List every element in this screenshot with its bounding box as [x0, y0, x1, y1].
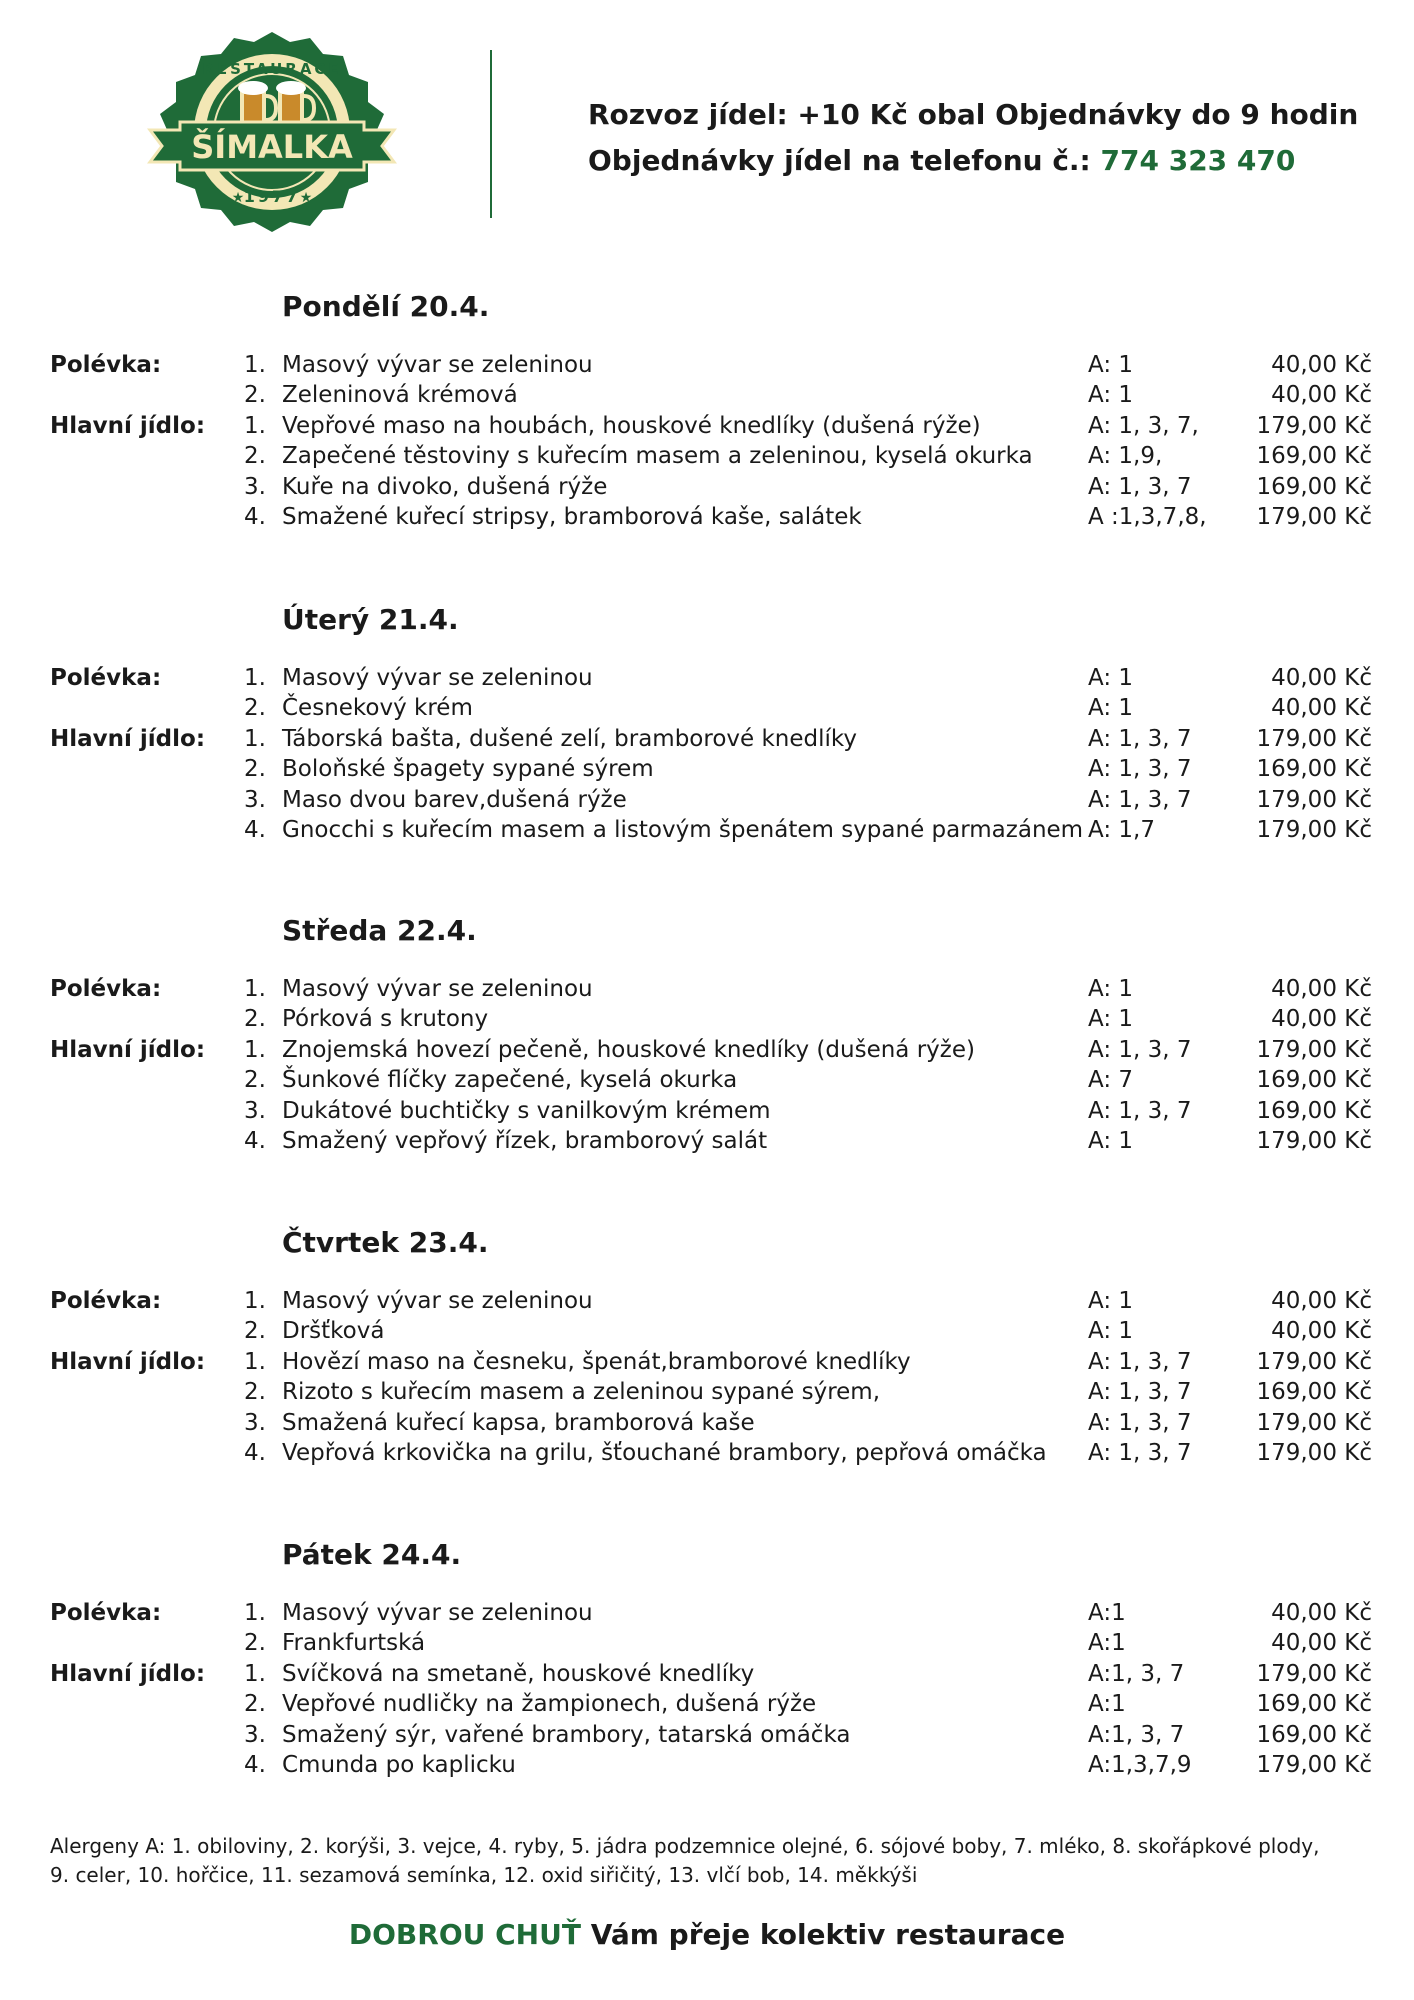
dish-name: Svíčková na smetaně, houskové knedlíky: [282, 1661, 755, 1687]
allergen-codes: A:1,3,7,9: [1088, 1752, 1192, 1778]
menu-row: [0, 1065, 1414, 1095]
item-number: 1.: [244, 726, 266, 752]
item-price: 179,00 Kč: [1256, 1128, 1372, 1154]
item-number: 4.: [244, 504, 266, 530]
menu-row: [0, 815, 1414, 845]
order-phone-number[interactable]: 774 323 470: [1100, 144, 1296, 177]
dish-name: Vepřová krkovička na grilu, šťouchané brambory, pepřová omáčka: [282, 1440, 1047, 1466]
item-price: 179,00 Kč: [1256, 1410, 1372, 1436]
item-price: 179,00 Kč: [1256, 787, 1372, 813]
item-number: 3.: [244, 1098, 266, 1124]
item-price: 40,00 Kč: [1271, 665, 1372, 691]
restaurant-logo: [140, 30, 405, 235]
item-price: 40,00 Kč: [1271, 1288, 1372, 1314]
menu-row: [0, 1347, 1414, 1377]
allergen-line: 9. celer, 10. hořčice, 11. sezamová semínka, 12. oxid siřičitý, 13. vlčí bob, 14. měkkýši: [50, 1863, 918, 1887]
item-price: 169,00 Kč: [1256, 1691, 1372, 1717]
item-price: 169,00 Kč: [1256, 1067, 1372, 1093]
menu-row: [0, 1750, 1414, 1780]
menu-category: Hlavní jídlo:: [50, 1661, 206, 1687]
allergen-codes: A: 1,7: [1088, 817, 1155, 843]
item-number: 4.: [244, 1440, 266, 1466]
dish-name: Kuře na divoko, dušená rýže: [282, 474, 608, 500]
allergen-line: Alergeny A: 1. obiloviny, 2. korýši, 3. vejce, 4. ryby, 5. jádra podzemnice olejné, 6. sójové boby, 7. mléko, 8. skořápkové plody,: [50, 1834, 1320, 1858]
allergen-codes: A:1, 3, 7: [1088, 1722, 1185, 1748]
allergen-codes: A: 1, 3, 7: [1088, 787, 1192, 813]
item-number: 1.: [244, 1288, 266, 1314]
allergen-codes: A: 1, 3, 7: [1088, 474, 1192, 500]
menu-category: Hlavní jídlo:: [50, 1349, 206, 1375]
item-price: 179,00 Kč: [1256, 504, 1372, 530]
allergen-codes: A: 1: [1088, 976, 1134, 1002]
item-number: 4.: [244, 1128, 266, 1154]
menu-row: [0, 1377, 1414, 1407]
dish-name: Boloňské špagety sypané sýrem: [282, 756, 654, 782]
allergen-codes: A: 1, 3, 7: [1088, 1379, 1192, 1405]
item-number: 1.: [244, 413, 266, 439]
logo-year: 1977: [243, 187, 301, 206]
allergen-codes: A: 1, 3, 7: [1088, 1349, 1192, 1375]
menu-row: [0, 1689, 1414, 1719]
item-number: 1.: [244, 976, 266, 1002]
allergen-codes: A:1: [1088, 1691, 1126, 1717]
menu-row: [0, 472, 1414, 502]
dish-name: Masový vývar se zeleninou: [282, 1288, 593, 1314]
menu-row: [0, 1004, 1414, 1034]
item-number: 2.: [244, 1630, 266, 1656]
dish-name: Šunkové flíčky zapečené, kyselá okurka: [282, 1067, 738, 1093]
menu-row: [0, 441, 1414, 471]
day-title: Pátek 24.4.: [282, 1538, 462, 1571]
logo-top-text: RESTAURACE: [202, 60, 342, 78]
allergen-codes: A: 1, 3, 7: [1088, 1440, 1192, 1466]
menu-row: [0, 663, 1414, 693]
dish-name: Zapečené těstoviny s kuřecím masem a zeleninou, kyselá okurka: [282, 443, 1033, 469]
header-info: [588, 92, 1358, 184]
menu-row: [0, 693, 1414, 723]
item-number: 1.: [244, 1037, 266, 1063]
allergen-codes: A: 1: [1088, 352, 1134, 378]
allergen-codes: A:1, 3, 7: [1088, 1661, 1185, 1687]
dish-name: Smažené kuřecí stripsy, bramborová kaše, salátek: [282, 504, 862, 530]
menu-row: [0, 724, 1414, 754]
item-price: 179,00 Kč: [1256, 1349, 1372, 1375]
day-title: Čtvrtek 23.4.: [282, 1226, 489, 1259]
dish-name: Masový vývar se zeleninou: [282, 665, 593, 691]
header-divider: [490, 50, 492, 218]
day-title: Středa 22.4.: [282, 914, 477, 947]
item-number: 3.: [244, 474, 266, 500]
menu-row: [0, 1035, 1414, 1065]
menu-row: [0, 1598, 1414, 1628]
item-price: 179,00 Kč: [1256, 726, 1372, 752]
item-price: 40,00 Kč: [1271, 1630, 1372, 1656]
menu-category: Hlavní jídlo:: [50, 726, 206, 752]
item-number: 1.: [244, 352, 266, 378]
item-number: 2.: [244, 1691, 266, 1717]
allergen-codes: A: 1, 3, 7: [1088, 1037, 1192, 1063]
allergen-codes: A: 1: [1088, 1318, 1134, 1344]
dish-name: Dukátové buchtičky s vanilkovým krémem: [282, 1098, 771, 1124]
allergen-codes: A: 1: [1088, 1128, 1134, 1154]
dish-name: Masový vývar se zeleninou: [282, 352, 593, 378]
allergen-codes: A:1: [1088, 1600, 1126, 1626]
item-number: 2.: [244, 1067, 266, 1093]
item-number: 2.: [244, 443, 266, 469]
item-number: 2.: [244, 756, 266, 782]
allergen-codes: A: 1: [1088, 695, 1134, 721]
day-title: Úterý 21.4.: [282, 603, 459, 636]
item-number: 2.: [244, 1379, 266, 1405]
dish-name: Česnekový krém: [282, 695, 473, 721]
item-number: 4.: [244, 1752, 266, 1778]
item-price: 40,00 Kč: [1271, 352, 1372, 378]
header: [0, 0, 1414, 240]
day-title: Pondělí 20.4.: [282, 290, 490, 323]
item-price: 179,00 Kč: [1256, 1752, 1372, 1778]
allergen-legend: [50, 1832, 1380, 1890]
item-price: 169,00 Kč: [1256, 756, 1372, 782]
menu-row: [0, 1316, 1414, 1346]
menu-row: [0, 1096, 1414, 1126]
item-number: 3.: [244, 1722, 266, 1748]
menu-row: [0, 350, 1414, 380]
order-phone-line: [588, 138, 1358, 184]
item-price: 40,00 Kč: [1271, 1600, 1372, 1626]
item-number: 1.: [244, 1600, 266, 1626]
menu-category: Hlavní jídlo:: [50, 1037, 206, 1063]
menu-row: [0, 1408, 1414, 1438]
dish-name: Cmunda po kaplicku: [282, 1752, 516, 1778]
allergen-codes: A: 1: [1088, 665, 1134, 691]
item-price: 169,00 Kč: [1256, 443, 1372, 469]
dish-name: Frankfurtská: [282, 1630, 426, 1656]
allergen-codes: A: 1: [1088, 382, 1134, 408]
menu-row: [0, 1286, 1414, 1316]
logo-star-right: ★: [299, 190, 313, 206]
item-number: 2.: [244, 695, 266, 721]
menu-category: Polévka:: [50, 665, 162, 691]
menu-row: [0, 1438, 1414, 1468]
allergen-codes: A :1,3,7,8,: [1088, 504, 1207, 530]
item-number: 3.: [244, 1410, 266, 1436]
item-number: 2.: [244, 1318, 266, 1344]
logo-name: ŠÍMALKA: [191, 128, 353, 166]
footer-highlight: DOBROU CHUŤ: [348, 1918, 581, 1951]
menu-row: [0, 411, 1414, 441]
dish-name: Smažená kuřecí kapsa, bramborová kaše: [282, 1410, 755, 1436]
dish-name: Pórková s krutony: [282, 1006, 489, 1032]
item-price: 169,00 Kč: [1256, 1722, 1372, 1748]
dish-name: Znojemská hovezí pečeně, houskové knedlíky (dušená rýže): [282, 1037, 975, 1063]
allergen-codes: A: 1, 3, 7: [1088, 1098, 1192, 1124]
menu-row: [0, 1720, 1414, 1750]
item-price: 40,00 Kč: [1271, 695, 1372, 721]
item-price: 179,00 Kč: [1256, 817, 1372, 843]
menu-category: Polévka:: [50, 1600, 162, 1626]
dish-name: Hovězí maso na česneku, špenát,bramborové knedlíky: [282, 1349, 911, 1375]
dish-name: Masový vývar se zeleninou: [282, 1600, 593, 1626]
allergen-codes: A: 1, 3, 7,: [1088, 413, 1199, 439]
item-price: 40,00 Kč: [1271, 976, 1372, 1002]
dish-name: Vepřové nudličky na žampionech, dušená rýže: [282, 1691, 817, 1717]
item-number: 2.: [244, 1006, 266, 1032]
menu-category: Hlavní jídlo:: [50, 413, 206, 439]
dish-name: Maso dvou barev,dušená rýže: [282, 787, 627, 813]
dish-name: Vepřové maso na houbách, houskové knedlíky (dušená rýže): [282, 413, 981, 439]
allergen-codes: A: 1, 3, 7: [1088, 756, 1192, 782]
allergen-codes: A: 1: [1088, 1006, 1134, 1032]
footer-greeting: [0, 1918, 1414, 1951]
menu-category: Polévka:: [50, 352, 162, 378]
item-number: 1.: [244, 1349, 266, 1375]
item-number: 3.: [244, 787, 266, 813]
logo-star-left: ★: [231, 190, 245, 206]
dish-name: Dršťková: [282, 1318, 385, 1344]
allergen-codes: A:1: [1088, 1630, 1126, 1656]
dish-name: Smažený sýr, vařené brambory, tatarská omáčka: [282, 1722, 851, 1748]
item-price: 40,00 Kč: [1271, 1006, 1372, 1032]
menu-row: [0, 502, 1414, 532]
menu-row: [0, 754, 1414, 784]
item-number: 4.: [244, 817, 266, 843]
item-price: 169,00 Kč: [1256, 1098, 1372, 1124]
item-price: 179,00 Kč: [1256, 1037, 1372, 1063]
menu-row: [0, 785, 1414, 815]
footer-text: Vám přeje kolektiv restaurace: [580, 1918, 1066, 1951]
menu-category: Polévka:: [50, 1288, 162, 1314]
allergen-codes: A: 1,9,: [1088, 443, 1163, 469]
allergen-codes: A: 1, 3, 7: [1088, 726, 1192, 752]
order-phone-label: Objednávky jídel na telefonu č.:: [588, 144, 1101, 177]
item-price: 169,00 Kč: [1256, 1379, 1372, 1405]
item-number: 1.: [244, 1661, 266, 1687]
menu-row: [0, 1628, 1414, 1658]
item-price: 179,00 Kč: [1256, 413, 1372, 439]
menu-row: [0, 974, 1414, 1004]
dish-name: Táborská bašta, dušené zelí, bramborové knedlíky: [282, 726, 858, 752]
dish-name: Zeleninová krémová: [282, 382, 518, 408]
dish-name: Rizoto s kuřecím masem a zeleninou sypané sýrem,: [282, 1379, 881, 1405]
item-price: 40,00 Kč: [1271, 1318, 1372, 1344]
dish-name: Masový vývar se zeleninou: [282, 976, 593, 1002]
item-price: 179,00 Kč: [1256, 1661, 1372, 1687]
menu-row: [0, 1126, 1414, 1156]
menu-row: [0, 380, 1414, 410]
allergen-codes: A: 1: [1088, 1288, 1134, 1314]
menu-category: Polévka:: [50, 976, 162, 1002]
allergen-codes: A: 7: [1088, 1067, 1134, 1093]
delivery-info: Rozvoz jídel: +10 Kč obal Objednávky do 9 hodin: [588, 98, 1359, 131]
item-price: 40,00 Kč: [1271, 382, 1372, 408]
item-price: 179,00 Kč: [1256, 1440, 1372, 1466]
dish-name: Gnocchi s kuřecím masem a listovým špenátem sypané parmazánem: [282, 817, 1084, 843]
item-number: 1.: [244, 665, 266, 691]
item-price: 169,00 Kč: [1256, 474, 1372, 500]
menu-row: [0, 1659, 1414, 1689]
dish-name: Smažený vepřový řízek, bramborový salát: [282, 1128, 768, 1154]
item-number: 2.: [244, 382, 266, 408]
allergen-codes: A: 1, 3, 7: [1088, 1410, 1192, 1436]
